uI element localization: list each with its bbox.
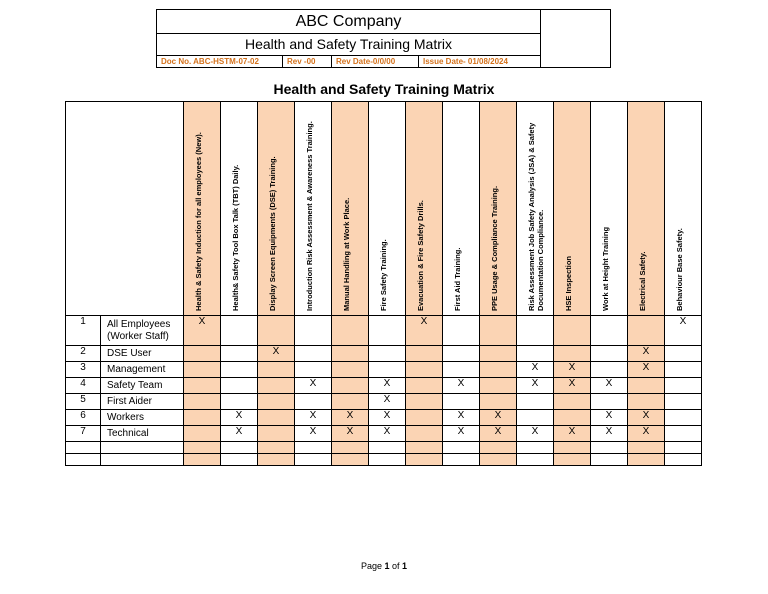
matrix-cell bbox=[665, 454, 702, 466]
matrix-cell bbox=[554, 346, 591, 362]
matrix-cell bbox=[443, 362, 480, 378]
matrix-cell: X bbox=[221, 426, 258, 442]
matrix-cell bbox=[554, 410, 591, 426]
matrix-cell bbox=[221, 454, 258, 466]
row-number: 4 bbox=[66, 378, 101, 394]
matrix-cell bbox=[184, 426, 221, 442]
matrix-cell: X bbox=[480, 426, 517, 442]
matrix-cell: X bbox=[628, 362, 665, 378]
column-header-label: Risk Assessment Job Safety Analysis (JSA) & Safety Documentation Compliance. bbox=[527, 122, 545, 311]
matrix-cell bbox=[628, 394, 665, 410]
matrix-cell: X bbox=[369, 394, 406, 410]
row-number: 7 bbox=[66, 426, 101, 442]
matrix-cell: X bbox=[628, 426, 665, 442]
matrix-cell bbox=[517, 346, 554, 362]
matrix-cell bbox=[295, 346, 332, 362]
matrix-cell: X bbox=[480, 410, 517, 426]
matrix-cell bbox=[332, 442, 369, 454]
matrix-cell bbox=[184, 394, 221, 410]
matrix-cell bbox=[443, 316, 480, 346]
matrix-cell: X bbox=[406, 316, 443, 346]
column-header bbox=[295, 102, 332, 316]
revision-date: Rev Date-0/0/00 bbox=[332, 56, 419, 67]
matrix-cell bbox=[665, 426, 702, 442]
training-matrix-table bbox=[65, 101, 702, 466]
matrix-cell bbox=[517, 410, 554, 426]
matrix-cell bbox=[517, 394, 554, 410]
matrix-cell bbox=[221, 362, 258, 378]
column-header-label: Display Screen Equipments (DSE) Training. bbox=[268, 156, 277, 311]
table-row bbox=[66, 454, 702, 466]
matrix-cell bbox=[665, 410, 702, 426]
matrix-cell bbox=[665, 362, 702, 378]
page-total: 1 bbox=[402, 561, 408, 571]
column-header bbox=[628, 102, 665, 316]
matrix-cell: X bbox=[554, 378, 591, 394]
role-name bbox=[101, 442, 184, 454]
matrix-cell: X bbox=[295, 426, 332, 442]
matrix-cell: X bbox=[443, 426, 480, 442]
matrix-cell: X bbox=[258, 346, 295, 362]
role-name: DSE User bbox=[101, 346, 184, 362]
doc-number: Doc No. ABC-HSTM-07-02 bbox=[157, 56, 283, 67]
column-header bbox=[332, 102, 369, 316]
table-row bbox=[66, 378, 702, 394]
matrix-cell bbox=[406, 410, 443, 426]
matrix-cell bbox=[665, 442, 702, 454]
column-header bbox=[443, 102, 480, 316]
matrix-cell: X bbox=[332, 426, 369, 442]
matrix-cell: X bbox=[369, 410, 406, 426]
document-header bbox=[156, 9, 611, 68]
matrix-cell: X bbox=[369, 426, 406, 442]
matrix-cell bbox=[665, 394, 702, 410]
page-label: Page bbox=[360, 561, 382, 571]
row-number: 5 bbox=[66, 394, 101, 410]
matrix-cell: X bbox=[184, 316, 221, 346]
matrix-cell bbox=[184, 378, 221, 394]
matrix-cell bbox=[406, 362, 443, 378]
role-name bbox=[101, 454, 184, 466]
matrix-cell bbox=[295, 316, 332, 346]
column-header-label: Evacuation & Fire Safety Drills. bbox=[416, 200, 425, 311]
table-row bbox=[66, 362, 702, 378]
company-name: ABC Company bbox=[157, 10, 540, 34]
matrix-cell bbox=[591, 454, 628, 466]
table-row bbox=[66, 316, 702, 346]
matrix-cell bbox=[665, 346, 702, 362]
row-number: 3 bbox=[66, 362, 101, 378]
matrix-cell: X bbox=[295, 378, 332, 394]
matrix-cell bbox=[443, 394, 480, 410]
matrix-cell bbox=[258, 442, 295, 454]
matrix-cell bbox=[628, 378, 665, 394]
matrix-cell bbox=[406, 394, 443, 410]
matrix-cell bbox=[554, 316, 591, 346]
matrix-cell: X bbox=[591, 410, 628, 426]
matrix-cell bbox=[443, 346, 480, 362]
matrix-cell bbox=[443, 454, 480, 466]
page-title: Health and Safety Training Matrix bbox=[273, 81, 495, 97]
matrix-cell: X bbox=[332, 410, 369, 426]
matrix-cell: X bbox=[369, 378, 406, 394]
column-header-label: Health& Safety Tool Box Talk (TBT) Daily. bbox=[231, 164, 240, 311]
role-name: Technical bbox=[101, 426, 184, 442]
column-header bbox=[665, 102, 702, 316]
column-header-label: Electrical Safety. bbox=[638, 251, 647, 311]
column-header-label: Introduction Risk Assessment & Awareness Training. bbox=[305, 121, 314, 311]
page-footer bbox=[0, 561, 768, 571]
matrix-cell bbox=[221, 394, 258, 410]
column-header-label: Behaviour Base Safety. bbox=[675, 228, 684, 311]
matrix-cell bbox=[554, 394, 591, 410]
column-header-label: Manual Handling at Work Place. bbox=[342, 197, 351, 311]
matrix-cell bbox=[221, 378, 258, 394]
matrix-cell bbox=[554, 442, 591, 454]
matrix-cell bbox=[184, 442, 221, 454]
column-header-label: Health & Safety Induction for all employees (New). bbox=[194, 132, 203, 311]
matrix-cell bbox=[332, 346, 369, 362]
matrix-cell: X bbox=[295, 410, 332, 426]
matrix-cell bbox=[295, 362, 332, 378]
role-name: All Employees (Worker Staff) bbox=[101, 316, 184, 346]
matrix-cell bbox=[517, 442, 554, 454]
matrix-cell: X bbox=[628, 346, 665, 362]
matrix-cell: X bbox=[554, 362, 591, 378]
matrix-cell bbox=[332, 316, 369, 346]
row-number: 6 bbox=[66, 410, 101, 426]
matrix-cell bbox=[369, 454, 406, 466]
matrix-cell: X bbox=[443, 410, 480, 426]
page-number: 1 bbox=[384, 561, 390, 571]
matrix-cell bbox=[295, 394, 332, 410]
matrix-cell bbox=[480, 316, 517, 346]
role-name: Management bbox=[101, 362, 184, 378]
matrix-cell bbox=[480, 394, 517, 410]
column-header bbox=[221, 102, 258, 316]
document-meta bbox=[157, 56, 540, 67]
matrix-cell bbox=[258, 362, 295, 378]
issue-date: Issue Date- 01/08/2024 bbox=[423, 57, 508, 66]
document-title: Health and Safety Training Matrix bbox=[157, 34, 540, 56]
matrix-cell bbox=[332, 362, 369, 378]
column-header-label: Work at Height Training bbox=[601, 226, 610, 311]
matrix-cell: X bbox=[554, 426, 591, 442]
matrix-cell bbox=[591, 346, 628, 362]
matrix-cell bbox=[480, 442, 517, 454]
matrix-cell bbox=[591, 316, 628, 346]
matrix-cell bbox=[406, 378, 443, 394]
matrix-cell bbox=[258, 378, 295, 394]
matrix-cell bbox=[406, 346, 443, 362]
corner-cell bbox=[66, 102, 184, 316]
role-name: Workers bbox=[101, 410, 184, 426]
table-row bbox=[66, 394, 702, 410]
row-number bbox=[66, 442, 101, 454]
matrix-cell bbox=[332, 378, 369, 394]
matrix-cell bbox=[591, 362, 628, 378]
matrix-cell bbox=[406, 426, 443, 442]
matrix-cell bbox=[554, 454, 591, 466]
matrix-cell bbox=[591, 394, 628, 410]
matrix-cell bbox=[332, 394, 369, 410]
table-row bbox=[66, 426, 702, 442]
revision: Rev -00 bbox=[283, 56, 332, 67]
matrix-cell bbox=[369, 362, 406, 378]
matrix-cell: X bbox=[591, 378, 628, 394]
matrix-cell bbox=[517, 316, 554, 346]
column-header-label: Fire Safety Training. bbox=[379, 239, 388, 311]
matrix-cell bbox=[295, 442, 332, 454]
column-header bbox=[554, 102, 591, 316]
matrix-cell bbox=[628, 316, 665, 346]
matrix-cell bbox=[369, 316, 406, 346]
header-row bbox=[66, 102, 702, 316]
matrix-cell bbox=[184, 362, 221, 378]
table-row bbox=[66, 346, 702, 362]
matrix-cell bbox=[406, 454, 443, 466]
column-header-label: HSE Inspection bbox=[564, 255, 573, 311]
matrix-cell: X bbox=[628, 410, 665, 426]
role-name: Safety Team bbox=[101, 378, 184, 394]
matrix-cell bbox=[406, 442, 443, 454]
matrix-cell bbox=[332, 454, 369, 466]
table-row bbox=[66, 410, 702, 426]
matrix-cell bbox=[517, 454, 554, 466]
column-header bbox=[406, 102, 443, 316]
matrix-cell bbox=[480, 346, 517, 362]
matrix-cell bbox=[184, 410, 221, 426]
row-number bbox=[66, 454, 101, 466]
matrix-cell bbox=[443, 442, 480, 454]
matrix-cell bbox=[221, 316, 258, 346]
matrix-cell: X bbox=[517, 426, 554, 442]
matrix-cell bbox=[258, 410, 295, 426]
table-row bbox=[66, 442, 702, 454]
column-header-label: First Aid Training. bbox=[453, 247, 462, 311]
role-name: First Aider bbox=[101, 394, 184, 410]
column-header bbox=[480, 102, 517, 316]
column-header bbox=[369, 102, 406, 316]
matrix-cell: X bbox=[443, 378, 480, 394]
column-header bbox=[591, 102, 628, 316]
matrix-cell bbox=[369, 346, 406, 362]
of-label: of bbox=[392, 561, 400, 571]
matrix-cell bbox=[258, 454, 295, 466]
matrix-cell bbox=[295, 454, 332, 466]
row-number: 2 bbox=[66, 346, 101, 362]
column-header bbox=[184, 102, 221, 316]
matrix-cell bbox=[369, 442, 406, 454]
matrix-cell bbox=[591, 442, 628, 454]
matrix-cell bbox=[480, 362, 517, 378]
matrix-cell bbox=[258, 426, 295, 442]
column-header-label: PPE Usage & Compliance Training. bbox=[490, 185, 499, 311]
matrix-cell bbox=[184, 346, 221, 362]
matrix-cell: X bbox=[517, 362, 554, 378]
matrix-cell bbox=[258, 394, 295, 410]
matrix-cell bbox=[480, 454, 517, 466]
matrix-cell bbox=[221, 442, 258, 454]
row-number: 1 bbox=[66, 316, 101, 346]
matrix-cell: X bbox=[221, 410, 258, 426]
matrix-cell bbox=[628, 454, 665, 466]
header-left bbox=[157, 10, 541, 67]
matrix-cell bbox=[628, 442, 665, 454]
matrix-cell bbox=[221, 346, 258, 362]
matrix-cell: X bbox=[591, 426, 628, 442]
matrix-cell bbox=[480, 378, 517, 394]
matrix-cell bbox=[665, 378, 702, 394]
matrix-cell bbox=[184, 454, 221, 466]
matrix-cell: X bbox=[517, 378, 554, 394]
matrix-cell bbox=[258, 316, 295, 346]
column-header bbox=[517, 102, 554, 316]
matrix-cell: X bbox=[665, 316, 702, 346]
column-header bbox=[258, 102, 295, 316]
